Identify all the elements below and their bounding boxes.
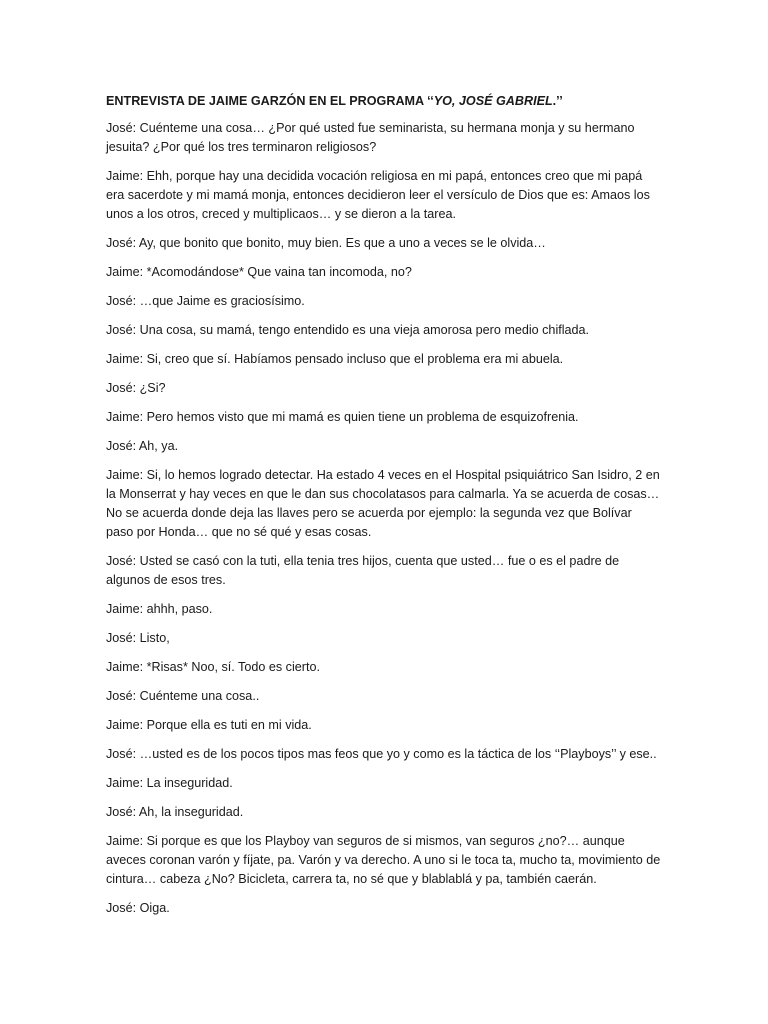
dialogue-line: Jaime: Si, creo que sí. Habíamos pensado incluso que el problema era mi abuela. — [106, 352, 564, 366]
title-suffix: .’’ — [552, 94, 563, 108]
title-prefix: ENTREVISTA DE JAIME GARZÓN EN EL PROGRAMA ‘‘ — [106, 94, 434, 108]
title-program-name: YO, JOSÉ GABRIEL — [433, 94, 553, 108]
dialogue-line: Jaime: La inseguridad. — [106, 776, 233, 790]
dialogue-line: Jaime: Si, lo hemos logrado detectar. Ha estado 4 veces en el Hospital psiquiátrico San Isidro, 2 en la Monserrat y hay veces en que le dan sus chocolatasos para calmarla. Ya se acuerda de cosas… No se acuerda donde deja las llaves pero se acuerda por ejemplo: la segunda vez que Bolívar paso por Honda… que no sé qué y esas cosas. — [106, 468, 660, 539]
dialogue-line: Jaime: Ehh, porque hay una decidida vocación religiosa en mi papá, entonces creo que mi papá era sacerdote y mi mamá monja, entonces decidieron leer el versículo de Dios que es: Amaos los unos a los otros, creced y multiplicaos… y se dieron a la tarea. — [106, 169, 650, 221]
dialogue-line: José: Cuénteme una cosa… ¿Por qué usted fue seminarista, su hermana monja y su hermano jesuita? ¿Por qué los tres terminaron religiosos? — [106, 121, 635, 154]
dialogue-line: Jaime: Pero hemos visto que mi mamá es quien tiene un problema de esquizofrenia. — [106, 410, 579, 424]
dialogue-line: José: …que Jaime es graciosísimo. — [106, 294, 305, 308]
dialogue-line: José: Cuénteme una cosa.. — [106, 689, 260, 703]
dialogue-line: José: Usted se casó con la tuti, ella tenia tres hijos, cuenta que usted… fue o es el padre de algunos de esos tres. — [106, 554, 620, 587]
document-title — [106, 92, 662, 111]
dialogue-line: José: Oiga. — [106, 901, 170, 915]
dialogue-line: Jaime: ahhh, paso. — [106, 602, 213, 616]
dialogue-line: José: Una cosa, su mamá, tengo entendido es una vieja amorosa pero medio chiflada. — [106, 323, 590, 337]
dialogue-line: José: Ah, ya. — [106, 439, 179, 453]
dialogue-line: José: Ay, que bonito que bonito, muy bien. Es que a uno a veces se le olvida… — [106, 236, 546, 250]
dialogue-line: José: Ah, la inseguridad. — [106, 805, 244, 819]
document-page — [106, 92, 662, 928]
dialogue-line: José: …usted es de los pocos tipos mas feos que yo y como es la táctica de los ‘‘Playboys’’ y ese.. — [106, 747, 657, 761]
dialogue-line: José: ¿Si? — [106, 381, 166, 395]
dialogue-line: Jaime: Porque ella es tuti en mi vida. — [106, 718, 312, 732]
dialogue-line: Jaime: *Risas* Noo, sí. Todo es cierto. — [106, 660, 320, 674]
dialogue-line: Jaime: Si porque es que los Playboy van seguros de si mismos, van seguros ¿no?… aunque aveces coronan varón y fíjate, pa. Varón y va derecho. A uno si le toca ta, mucho ta, movimiento de cintura… cabeza ¿No? Bicicleta, carrera ta, no sé que y blablablá y pa, también caerán. — [106, 834, 661, 886]
dialogue-line: Jaime: *Acomodándose* Que vaina tan incomoda, no? — [106, 265, 412, 279]
dialogue-line: José: Listo, — [106, 631, 170, 645]
